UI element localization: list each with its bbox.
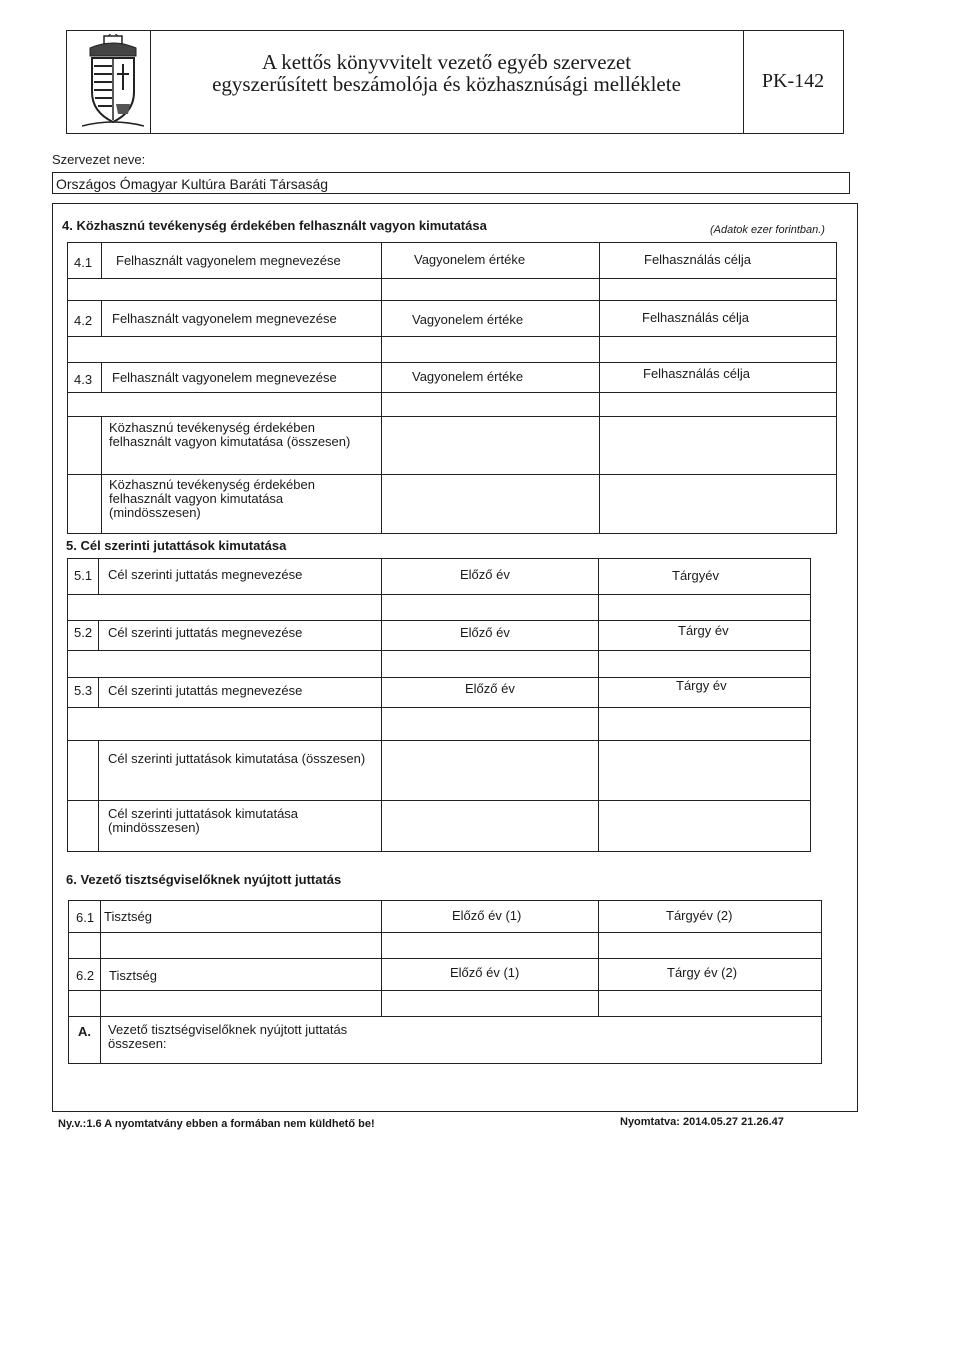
col-line [101, 300, 102, 336]
col-line [598, 740, 599, 852]
previous-year-header: Előző év [460, 625, 510, 640]
row-line [67, 362, 837, 363]
hungarian-coat-of-arms-icon [82, 34, 144, 130]
row-line [68, 932, 822, 933]
row-line [67, 740, 811, 741]
usage-purpose-header: Felhasználás célja [643, 366, 750, 381]
section4-title: 4. Közhasznú tevékenység érdekében felhasznált vagyon kimutatása [62, 218, 487, 233]
total-row-label: A. [78, 1024, 91, 1039]
section5-grand-total-label: Cél szerinti juttatások kimutatása (mindösszesen) [108, 806, 299, 835]
grant-name-header: Cél szerinti jutattás megnevezése [108, 683, 303, 698]
col-line [100, 900, 101, 958]
row-number: 5.2 [74, 625, 93, 640]
current-year-header: Tárgy év [676, 678, 727, 693]
row-number: 4.3 [74, 372, 93, 387]
previous-year-header: Előző év [465, 681, 515, 696]
usage-purpose-header: Felhasználás célja [642, 310, 749, 325]
row-number: 5.1 [74, 568, 93, 583]
col-line [98, 740, 99, 852]
section4-total-label: Közhasznú tevékenység érdekében felhasznált vagyon kimutatása (összesen) [109, 420, 351, 449]
row-number: 6.1 [76, 910, 95, 925]
col-line [599, 416, 600, 534]
section6-title: 6. Vezető tisztségviselőknek nyújtott juttatás [66, 872, 342, 887]
col-line [381, 677, 382, 740]
row-line [67, 300, 837, 301]
organization-name: Országos Ómagyar Kultúra Baráti Társaság [56, 176, 329, 192]
row-line [68, 990, 822, 991]
asset-value-header: Vagyonelem értéke [412, 312, 524, 327]
row-number: 4.2 [74, 313, 93, 328]
row-line [68, 1016, 822, 1017]
col-line [381, 900, 382, 958]
col-line [381, 740, 382, 852]
current-year-header: Tárgy év [678, 623, 729, 638]
col-line [598, 558, 599, 620]
row-number: 4.1 [74, 255, 93, 270]
col-line [598, 620, 599, 677]
col-line [98, 677, 99, 707]
asset-name-header: Felhasznált vagyonelem megnevezése [112, 311, 337, 326]
row-line [67, 416, 837, 417]
col-line [598, 900, 599, 958]
col-line [381, 362, 382, 416]
row-number: 5.3 [74, 683, 93, 698]
form-title-line2: egyszerűsített beszámolója és közhasznúsági melléklete [212, 72, 681, 96]
col-line [599, 242, 600, 300]
col-line [599, 300, 600, 362]
col-line [381, 416, 382, 534]
section4-grand-total-label: Közhasznú tevékenység érdekében felhasznált vagyon kimutatása (mindösszesen) [109, 477, 315, 520]
asset-value-header: Vagyonelem értéke [414, 252, 526, 267]
col-line [101, 416, 102, 534]
asset-name-header: Felhasznált vagyonelem megnevezése [112, 370, 337, 385]
col-line [598, 958, 599, 1016]
row-line [68, 958, 822, 959]
row-line [67, 620, 811, 621]
col-line [599, 362, 600, 416]
section5-total-label: Cél szerinti juttatások kimutatása (összesen) [108, 751, 366, 766]
col-line [98, 620, 99, 650]
row-line [67, 336, 837, 337]
form-code: PK-142 [761, 70, 825, 92]
usage-purpose-header: Felhasználás célja [644, 252, 751, 267]
col-line [381, 620, 382, 677]
row-number: 6.2 [76, 968, 95, 983]
section5-title: 5. Cél szerinti jutattások kimutatása [66, 538, 287, 553]
previous-year-header: Előző év (1) [450, 965, 520, 980]
organization-label: Szervezet neve: [52, 152, 146, 167]
col-line [101, 242, 102, 278]
previous-year-header: Előző év [460, 567, 510, 582]
form-title-line1: A kettős könyvvitelt vezető egyéb szervezet [261, 50, 632, 74]
position-header: Tisztség [104, 909, 152, 924]
row-line [67, 800, 811, 801]
footer-print-date: Nyomtatva: 2014.05.27 21.26.47 [620, 1116, 784, 1128]
col-line [100, 958, 101, 1064]
col-line [381, 300, 382, 362]
current-year-header: Tárgyév (2) [666, 908, 733, 923]
row-line [67, 650, 811, 651]
row-line [67, 594, 811, 595]
col-line [98, 558, 99, 594]
row-line [67, 392, 837, 393]
position-header: Tisztség [109, 968, 157, 983]
col-line [381, 242, 382, 300]
row-line [67, 278, 837, 279]
grant-name-header: Cél szerinti juttatás megnevezése [108, 625, 303, 640]
previous-year-header: Előző év (1) [452, 908, 522, 923]
current-year-header: Tárgy év (2) [667, 965, 738, 980]
row-line [67, 707, 811, 708]
row-line [67, 474, 837, 475]
current-year-header: Tárgyév [672, 568, 719, 583]
section4-unit-note: (Adatok ezer forintban.) [710, 224, 825, 236]
col-line [381, 558, 382, 620]
grant-name-header: Cél szerinti juttatás megnevezése [108, 567, 303, 582]
col-line [381, 958, 382, 1016]
asset-name-header: Felhasznált vagyonelem megnevezése [116, 253, 341, 268]
col-line [598, 677, 599, 740]
footer-version-note: Ny.v.:1.6 A nyomtatvány ebben a formában nem küldhető be! [58, 1118, 375, 1130]
asset-value-header: Vagyonelem értéke [412, 369, 524, 384]
col-line [101, 362, 102, 392]
section6-total-label: Vezető tisztségviselőknek nyújtott juttatás összesen: [108, 1022, 348, 1051]
